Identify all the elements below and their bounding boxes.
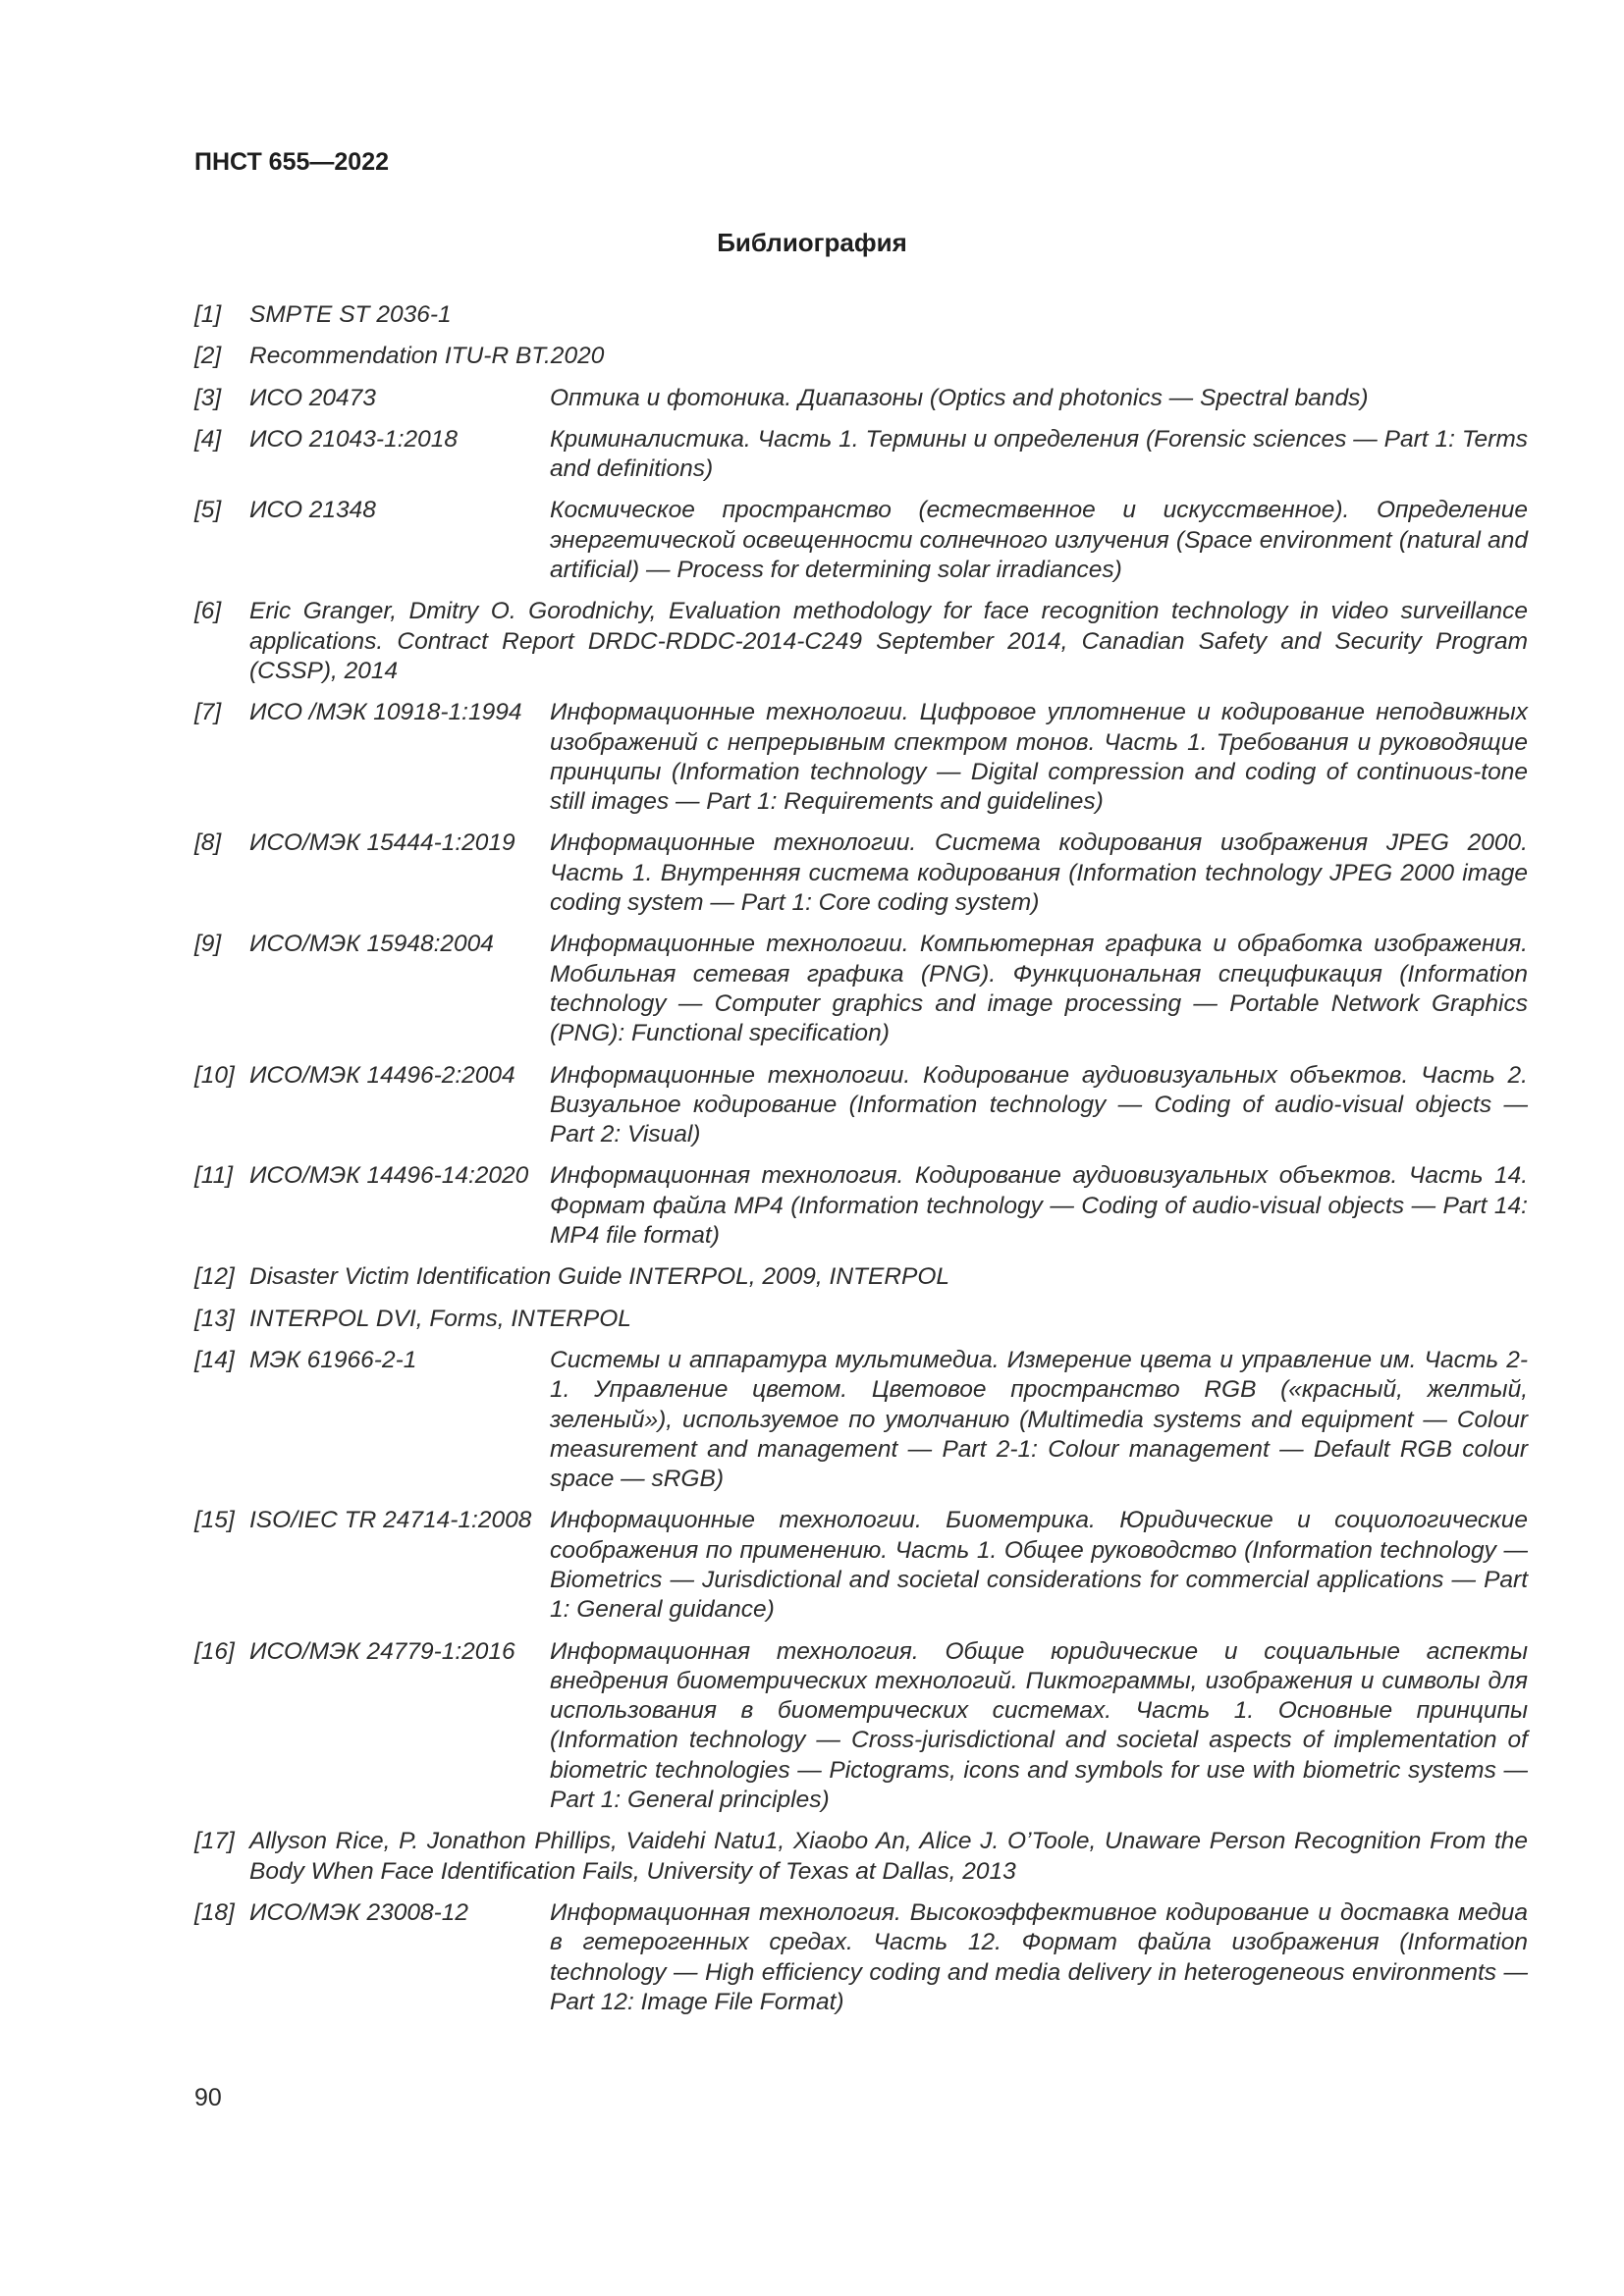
bibliography-entry (194, 300, 1528, 330)
entry-reference-code: ИСО /МЭК 10918-1:1994 (249, 699, 522, 726)
entry-reference-code: ИСО 20473 (249, 384, 376, 411)
bibliography-entry (194, 828, 1528, 918)
bibliography-entry (194, 496, 1528, 585)
bibliography-entry (194, 930, 1528, 1048)
entry-citation: INTERPOL DVI, Forms, INTERPOL (249, 1305, 631, 1332)
entry-citation: Allyson Rice, P. Jonathon Phillips, Vaidehi Natu1, Xiaobo An, Alice J. O’Toole, Unaware Person Recognition From the Body When Face Identification Fails, University of Texas at Dallas, 2013 (249, 1828, 1528, 1885)
entry-number: [4] (194, 425, 222, 453)
bibliography-entry (194, 1506, 1528, 1625)
entry-number: [15] (194, 1507, 235, 1534)
entry-number: [2] (194, 343, 222, 370)
entry-number: [13] (194, 1305, 235, 1332)
entry-description: Системы и аппаратура мультимедиа. Измерение цвета и управление им. Часть 2-1. Управление цветом. Цветовое пространство RGB («красный, желтый, зеленый»), используемое по умолчанию (Multimedia systems and equipment — Colour measurement and management — Part 2-1: Colour management — Default RGB colour space — sRGB) (550, 1346, 1528, 1493)
entry-description: Информационная технология. Высокоэффективное кодирование и доставка медиа в гетерогенных средах. Часть 12. Формат файла изображения (Information technology — High efficiency coding and media delivery in heterogeneous environments — Part 12: Image File Format) (550, 1898, 1528, 2015)
bibliography-entry (194, 425, 1528, 485)
entry-citation: Eric Granger, Dmitry O. Gorodnichy, Evaluation methodology for face recognition technology in video surveillance applications. Contract Report DRDC-RDDC-2014-C249 September 2014, Canadian Safety and Security Program (CSSP), 2014 (249, 598, 1528, 684)
entry-reference-code: МЭК 61966-2-1 (249, 1346, 417, 1373)
entry-number: [9] (194, 931, 222, 958)
entry-number: [17] (194, 1828, 235, 1855)
entry-number: [18] (194, 1898, 235, 1926)
entry-reference-code: ИСО/МЭК 23008-12 (249, 1898, 469, 1926)
entry-description: Информационная технология. Общие юридические и социальные аспекты внедрения биометрических технологий. Пиктограммы, изображения и символы для использования в биометрических системах. Часть 1. Основные принципы (Information technology — Cross-jurisdictional and societal aspects of implementation of biometric technologies — Pictograms, icons and symbols for use with biometric systems — Part 1: General principles) (550, 1637, 1528, 1814)
entry-description: Информационные технологии. Система кодирования изображения JPEG 2000. Часть 1. Внутренняя система кодирования (Information technology JPEG 2000 image coding system — Part 1: Core coding system) (550, 829, 1528, 917)
entry-reference-code: ИСО/МЭК 15948:2004 (249, 931, 494, 958)
bibliography-list (194, 300, 1528, 2029)
bibliography-entry (194, 1262, 1528, 1292)
bibliography-entry (194, 1061, 1528, 1150)
bibliography-entry (194, 597, 1528, 686)
entry-number: [3] (194, 384, 222, 411)
entry-citation: Disaster Victim Identification Guide INTERPOL, 2009, INTERPOL (249, 1263, 950, 1291)
entry-description: Информационные технологии. Биометрика. Юридические и социологические соображения по применению. Часть 1. Общее руководство (Information technology — Biometrics — Jurisdictional and societal considerations for commercial applications — Part 1: General guidance) (550, 1507, 1528, 1624)
entry-reference-code: Recommendation ITU-R BT.2020 (249, 343, 605, 370)
entry-description (550, 342, 1528, 371)
entry-description: Информационные технологии. Компьютерная графика и обработка изображения. Мобильная сетевая графика (PNG). Функциональная спецификация (Information technology — Computer graphics and image processing — Portable Network Graphics (PNG): Functional specification) (550, 931, 1528, 1047)
entry-description (550, 300, 1528, 330)
bibliography-entry (194, 698, 1528, 817)
entry-number: [16] (194, 1637, 235, 1665)
entry-number: [1] (194, 301, 222, 328)
entry-number: [12] (194, 1263, 235, 1291)
bibliography-entry (194, 1161, 1528, 1251)
bibliography-entry (194, 1898, 1528, 2017)
entry-reference-code: ИСО/МЭК 24779-1:2016 (249, 1637, 515, 1665)
entry-reference-code: ISO/IEC TR 24714-1:2008 (249, 1507, 532, 1534)
entry-number: [8] (194, 829, 222, 857)
entry-number: [11] (194, 1162, 234, 1190)
bibliography-entry (194, 1346, 1528, 1494)
entry-number: [5] (194, 497, 222, 524)
entry-reference-code: ИСО 21043-1:2018 (249, 425, 459, 453)
entry-reference-code: ИСО/МЭК 14496-2:2004 (249, 1061, 515, 1089)
entry-description: Космическое пространство (естественное и искусственное). Определение энергетической освещенности солнечного излучения (Space environment (natural and artificial) — Process for determining solar irradiances) (550, 497, 1528, 584)
bibliography-entry (194, 1637, 1528, 1816)
entry-reference-code: ИСО/МЭК 15444-1:2019 (249, 829, 515, 857)
entry-reference-code: SMPTE ST 2036-1 (249, 301, 452, 328)
entry-reference-code: ИСО 21348 (249, 497, 376, 524)
entry-description: Криминалистика. Часть 1. Термины и определения (Forensic sciences — Part 1: Terms and definitions) (550, 425, 1528, 483)
bibliography-entry (194, 1827, 1528, 1887)
bibliography-entry (194, 1305, 1528, 1334)
entry-reference-code: ИСО/МЭК 14496-14:2020 (249, 1162, 529, 1190)
section-title: Библиография (717, 228, 907, 257)
entry-number: [14] (194, 1346, 235, 1373)
bibliography-entry (194, 384, 1528, 413)
entry-description: Оптика и фотоника. Диапазоны (Optics and photonics — Spectral bands) (550, 384, 1369, 411)
entry-description: Информационные технологии. Кодирование аудиовизуальных объектов. Часть 2. Визуальное кодирование (Information technology — Coding of audio-visual objects — Part 2: Visual) (550, 1061, 1528, 1148)
entry-number: [6] (194, 598, 222, 625)
page-number: 90 (194, 2084, 222, 2111)
document-identifier: ПНСТ 655—2022 (194, 148, 389, 176)
entry-number: [10] (194, 1061, 235, 1089)
entry-number: [7] (194, 699, 222, 726)
entry-description: Информационные технологии. Цифровое уплотнение и кодирование неподвижных изображений с непрерывным спектром тонов. Часть 1. Требования и руководящие принципы (Information technology — Digital compression and coding of continuous-tone still images — Part 1: Requirements and guidelines) (550, 699, 1528, 816)
entry-description: Информационная технология. Кодирование аудиовизуальных объектов. Часть 14. Формат файла MP4 (Information technology — Coding of audio-visual objects — Part 14: MP4 file format) (550, 1162, 1528, 1250)
bibliography-entry (194, 342, 1528, 371)
